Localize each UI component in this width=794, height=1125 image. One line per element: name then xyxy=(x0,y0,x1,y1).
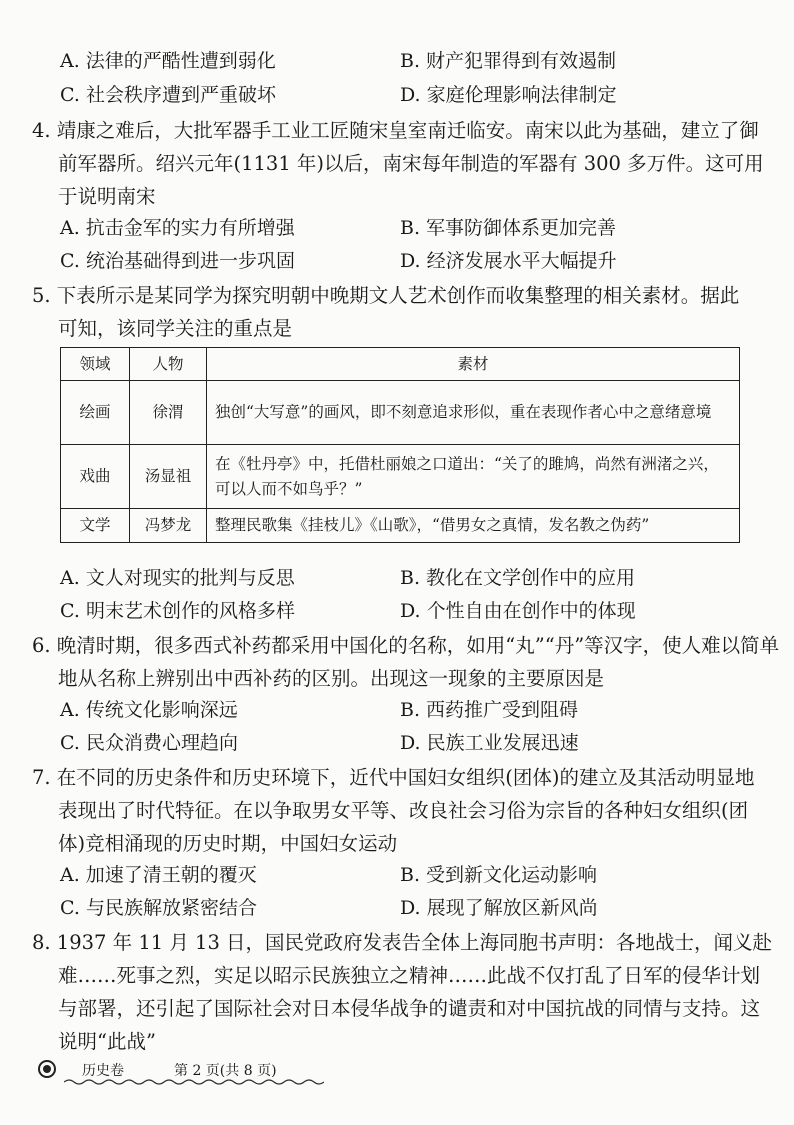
q3-options-row-2 xyxy=(0,80,794,114)
q6-line-2: 地从名称上辨别出中西补药的区别。出现这一现象的主要原因是 xyxy=(58,667,605,690)
q5-options-row-2 xyxy=(0,596,794,630)
q4-option-d: D. 经济发展水平大幅提升 xyxy=(400,250,617,272)
q5-line-1: 5. 下表所示是某同学为探究明朝中晚期文人艺术创作而收集整理的相关素材。据此 xyxy=(32,284,740,307)
q6-option-a: A. 传统文化影响深远 xyxy=(60,699,238,721)
q5-material-table xyxy=(60,347,740,543)
q6-options-row-1 xyxy=(0,695,794,729)
q4-stem xyxy=(32,114,762,213)
q5-stem xyxy=(32,279,762,345)
q4-option-c: C. 统治基础得到进一步巩固 xyxy=(60,250,295,272)
table-cell-field: 文学 xyxy=(61,509,130,543)
table-header-material: 素材 xyxy=(207,348,740,381)
seal-icon xyxy=(38,1060,56,1078)
q7-stem xyxy=(32,761,762,860)
q7-option-c: C. 与民族解放紧密结合 xyxy=(60,897,257,919)
q5-option-d: D. 个性自由在创作中的体现 xyxy=(400,600,636,622)
q7-line-3: 体)竞相涌现的历史时期，中国妇女运动 xyxy=(58,832,398,855)
table-cell-material: 独创“大写意”的画风，即不刻意追求形似，重在表现作者心中之意绪意境 xyxy=(207,381,740,445)
q4-line-2: 前军器所。绍兴元年(1131 年)以后，南宋每年制造的军器有 300 多万件。这可用 xyxy=(58,152,764,175)
table-cell-person: 冯梦龙 xyxy=(130,509,207,543)
footer-subject: 历史卷 xyxy=(82,1063,124,1079)
table-header-field: 领域 xyxy=(61,348,130,381)
q4-options-row-1 xyxy=(0,213,794,247)
q4-line-1: 4. 靖康之难后，大批军器手工业工匠随宋皇室南迁临安。南宋以此为基础，建立了御 xyxy=(32,119,759,142)
footer-page-number: 第 2 页(共 8 页) xyxy=(174,1063,277,1079)
q4-options-row-2 xyxy=(0,246,794,280)
q6-options-row-2 xyxy=(0,728,794,762)
q8-line-3: 与部署，还引起了国际社会对日本侵华战争的谴责和对中国抗战的同情与支持。这 xyxy=(58,997,761,1020)
table-row xyxy=(61,509,740,543)
table-row xyxy=(61,445,740,509)
q7-line-2: 表现出了时代特征。在以争取男女平等、改良社会习俗为宗旨的各种妇女组织(团 xyxy=(58,799,749,822)
q3-option-a: A. 法律的严酷性遭到弱化 xyxy=(60,50,276,72)
q7-option-b: B. 受到新文化运动影响 xyxy=(400,864,598,886)
q7-option-a: A. 加速了清王朝的覆灭 xyxy=(60,864,257,886)
q6-option-d: D. 民族工业发展迅速 xyxy=(400,732,579,754)
table-cell-person: 徐渭 xyxy=(130,381,207,445)
q6-option-c: C. 民众消费心理趋向 xyxy=(60,732,238,754)
q7-option-d: D. 展现了解放区新风尚 xyxy=(400,897,598,919)
q4-line-3: 于说明南宋 xyxy=(58,185,156,208)
wave-underline xyxy=(64,1078,324,1086)
q5-option-b: B. 教化在文学创作中的应用 xyxy=(400,567,636,589)
q3-options-row-1 xyxy=(0,46,794,80)
q5-line-2: 可知，该同学关注的重点是 xyxy=(58,317,293,340)
table-cell-field: 绘画 xyxy=(61,381,130,445)
q5-options-row-1 xyxy=(0,563,794,597)
q6-line-1: 6. 晚清时期，很多西式补药都采用中国化的名称，如用“丸”“丹”等汉字，使人难以简单 xyxy=(32,634,780,657)
page-footer xyxy=(38,1058,338,1088)
q3-option-c: C. 社会秩序遭到严重破坏 xyxy=(60,84,276,106)
q8-stem xyxy=(32,926,773,1058)
table-cell-material: 在《牡丹亭》中，托借杜丽娘之口道出：“关了的雎鸠，尚然有洲渚之兴，可以人而不如鸟乎？” xyxy=(207,445,740,509)
table-cell-person: 汤显祖 xyxy=(130,445,207,509)
q6-stem xyxy=(32,629,780,695)
table-cell-field: 戏曲 xyxy=(61,445,130,509)
q4-option-b: B. 军事防御体系更加完善 xyxy=(400,217,617,239)
q5-option-c: C. 明末艺术创作的风格多样 xyxy=(60,600,295,622)
table-cell-material: 整理民歌集《挂枝儿》《山歌》，“借男女之真情，发名教之伪药” xyxy=(207,509,740,543)
table-header-row xyxy=(61,348,740,381)
q3-option-d: D. 家庭伦理影响法律制定 xyxy=(400,84,617,106)
q8-line-4: 说明“此战” xyxy=(58,1030,156,1053)
q6-option-b: B. 西药推广受到阻碍 xyxy=(400,699,579,721)
q8-line-1: 8. 1937 年 11 月 13 日，国民党政府发表告全体上海同胞书声明：各地战士，闻义赴 xyxy=(32,931,773,954)
q7-line-1: 7. 在不同的历史条件和历史环境下，近代中国妇女组织(团体)的建立及其活动明显地 xyxy=(32,766,755,789)
q8-line-2: 难……死事之烈，实足以昭示民族独立之精神……此战不仅打乱了日军的侵华计划 xyxy=(58,964,761,987)
q7-options-row-2 xyxy=(0,893,794,927)
q3-option-b: B. 财产犯罪得到有效遏制 xyxy=(400,50,617,72)
table-row xyxy=(61,381,740,445)
q5-option-a: A. 文人对现实的批判与反思 xyxy=(60,567,295,589)
q4-option-a: A. 抗击金军的实力有所增强 xyxy=(60,217,295,239)
table-header-person: 人物 xyxy=(130,348,207,381)
q7-options-row-1 xyxy=(0,860,794,894)
